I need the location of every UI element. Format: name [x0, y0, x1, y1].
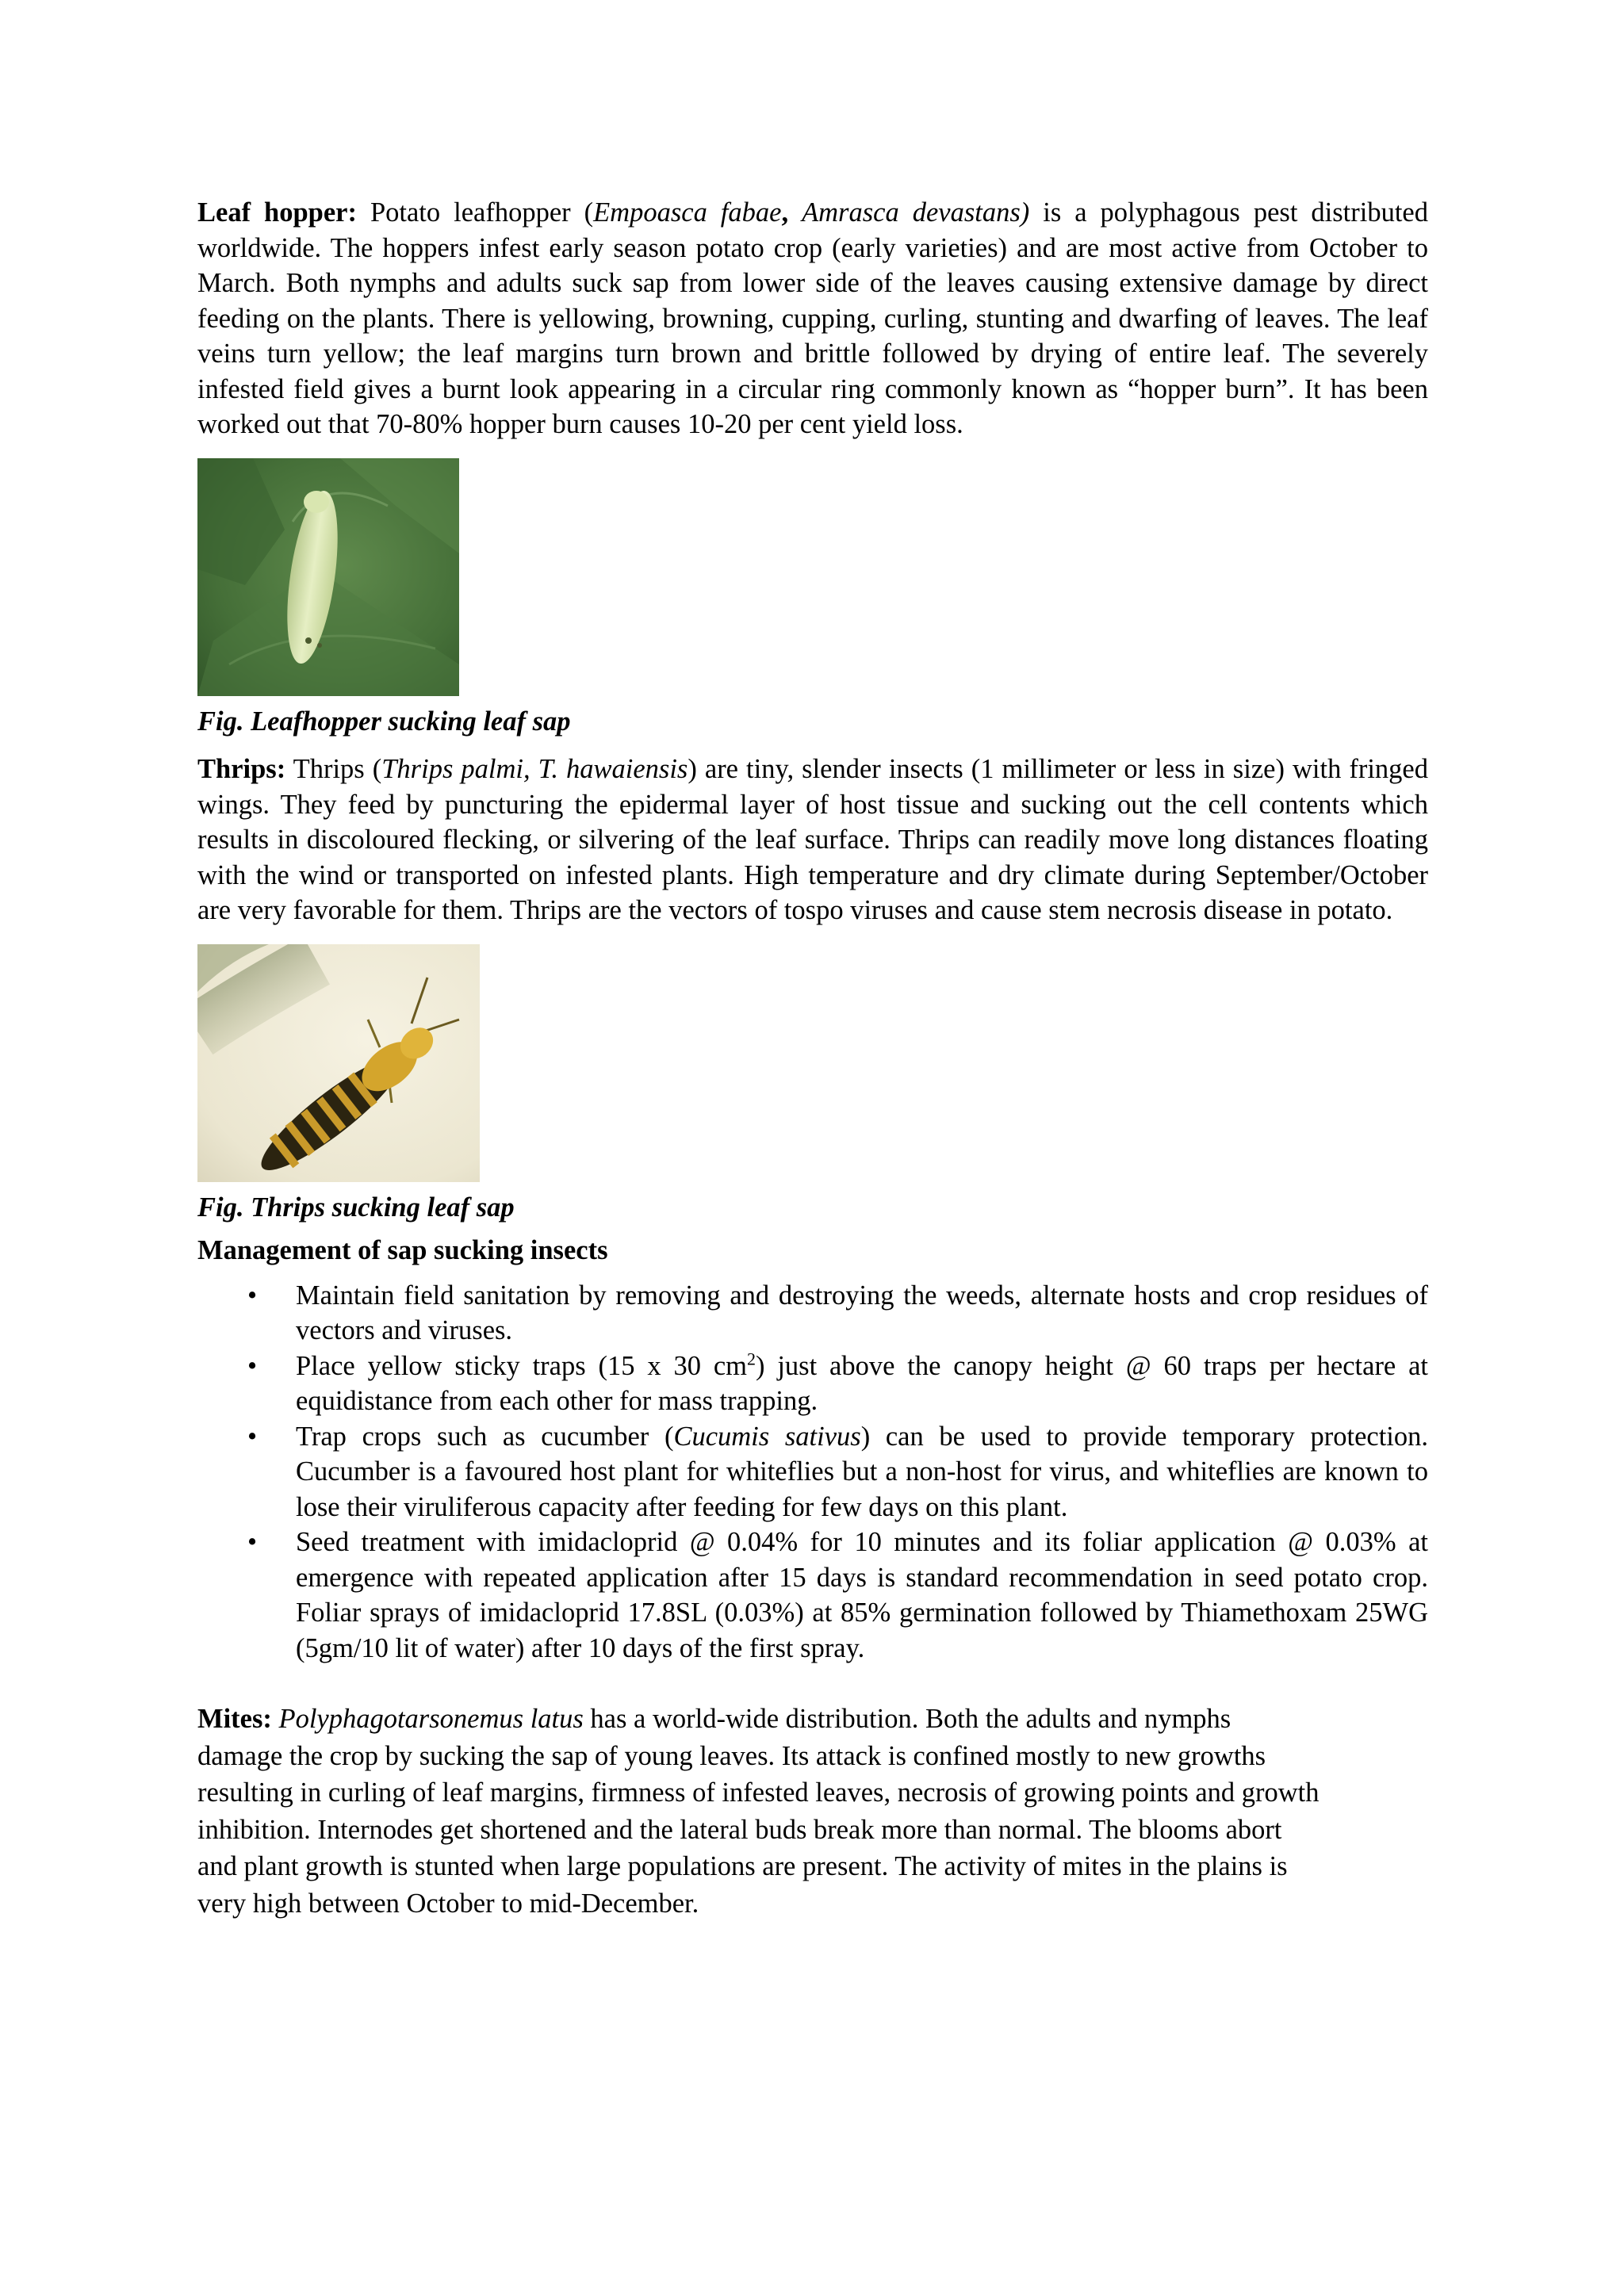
- leafhopper-comma: ,: [781, 197, 789, 228]
- leafhopper-photo: [197, 458, 459, 696]
- species-thrips: Thrips palmi, T. hawaiensis: [381, 754, 688, 784]
- mites-line-5: and plant growth is stunted when large populations are present. The activity of mites in the plains is: [197, 1851, 1288, 1881]
- management-item-3b: ) can be used to provide temporary protection. Cucumber is a favoured host plant for whiteflies but a non-host for virus, and whiteflies are known to lose their viruliferous capacity after feeding for few days on this plant.: [296, 1421, 1428, 1522]
- leafhopper-text-2: [788, 197, 802, 228]
- leafhopper-text-3: is a polyphagous pest distributed worldwide. The hoppers infest early season potato crop (early varieties) and are most active from October to March. Both nymphs and adults suck sap from lower side of the leaves causing extensive damage by direct feeding on the plants. There is yellowing, browning, cupping, curling, stunting and dwarfing of leaves. The leaf veins turn yellow; the leaf margins turn brown and brittle followed by drying of entire leaf. The severely infested field gives a burnt look appearing in a circular ring commonly known as “hopper burn”. It has been worked out that 70-80% hopper burn causes 10-20 per cent yield loss.: [197, 197, 1428, 439]
- list-item: [197, 1525, 1428, 1666]
- list-item: [197, 1349, 1428, 1419]
- list-item: [197, 1278, 1428, 1349]
- management-item-3a: Trap crops such as cucumber (: [296, 1421, 674, 1452]
- superscript-2: 2: [746, 1349, 756, 1368]
- species-cucumis: Cucumis sativus: [673, 1421, 861, 1452]
- thrips-caption: Fig. Thrips sucking leaf sap: [197, 1192, 515, 1223]
- mites-text-1: [272, 1704, 279, 1734]
- mites-label: Mites:: [197, 1704, 272, 1734]
- thrips-photo: [197, 944, 480, 1182]
- mites-line-3: resulting in curling of leaf margins, firmness of infested leaves, necrosis of growing points and growth: [197, 1777, 1320, 1808]
- bullet-icon: •: [247, 1280, 258, 1311]
- management-item-2b: ) just above the canopy height @ 60 traps per hectare at equidistance from each other for mass trapping.: [296, 1350, 1429, 1416]
- species-polyphagotarsonemus: Polyphagotarsonemus latus: [278, 1704, 584, 1734]
- thrips-text-1: Thrips (: [285, 754, 382, 784]
- mites-paragraph: [197, 1701, 1428, 1922]
- bullet-icon: •: [247, 1350, 258, 1381]
- list-item: [197, 1419, 1428, 1525]
- mites-line-1: has a world-wide distribution. Both the adults and nymphs: [583, 1704, 1231, 1734]
- management-item-1: Maintain field sanitation by removing and destroying the weeds, alternate hosts and crop residues of vectors and viruses.: [296, 1280, 1428, 1345]
- leafhopper-caption: Fig. Leafhopper sucking leaf sap: [197, 706, 571, 737]
- thrips-text-2: ) are tiny, slender insects (1 millimeter or less in size) with fringed wings. They feed by puncturing the epidermal layer of host tissue and sucking out the cell contents which results in discoloured flecking, or silvering of the leaf surface. Thrips can readily move long distances floating with the wind or transported on infested plants. High temperature and dry climate during September/October are very favorable for them. Thrips are the vectors of tospo viruses and cause stem necrosis disease in potato.: [197, 754, 1428, 925]
- thrips-label: Thrips:: [197, 754, 286, 784]
- bullet-icon: •: [247, 1527, 258, 1557]
- leafhopper-text-1: Potato leafhopper (: [356, 197, 594, 228]
- mites-line-6: very high between October to mid-December.: [197, 1888, 699, 1919]
- leafhopper-label: Leaf hopper:: [197, 197, 357, 228]
- mites-line-4: inhibition. Internodes get shortened and the lateral buds break more than normal. The blooms abort: [197, 1814, 1282, 1845]
- thrips-paragraph: [197, 752, 1428, 928]
- leafhopper-paragraph: [197, 195, 1428, 442]
- bullet-icon: •: [247, 1421, 258, 1452]
- species-amrasca: Amrasca devastans): [802, 197, 1030, 228]
- document-page: [197, 195, 1428, 1922]
- management-item-2a: Place yellow sticky traps (15 x 30 cm: [296, 1350, 747, 1381]
- management-list: [197, 1278, 1428, 1667]
- management-heading: Management of sap sucking insects: [197, 1235, 608, 1265]
- mites-line-2: damage the crop by sucking the sap of young leaves. Its attack is confined mostly to new growths: [197, 1740, 1266, 1771]
- species-empoasca: Empoasca fabae: [593, 197, 782, 228]
- management-item-4: Seed treatment with imidacloprid @ 0.04% for 10 minutes and its foliar application @ 0.03% at emergence with repeated application after 15 days is standard recommendation in seed potato crop. Foliar sprays of imidacloprid 17.8SL (0.03%) at 85% germination followed by Thiamethoxam 25WG (5gm/10 lit of water) after 10 days of the first spray.: [296, 1527, 1428, 1663]
